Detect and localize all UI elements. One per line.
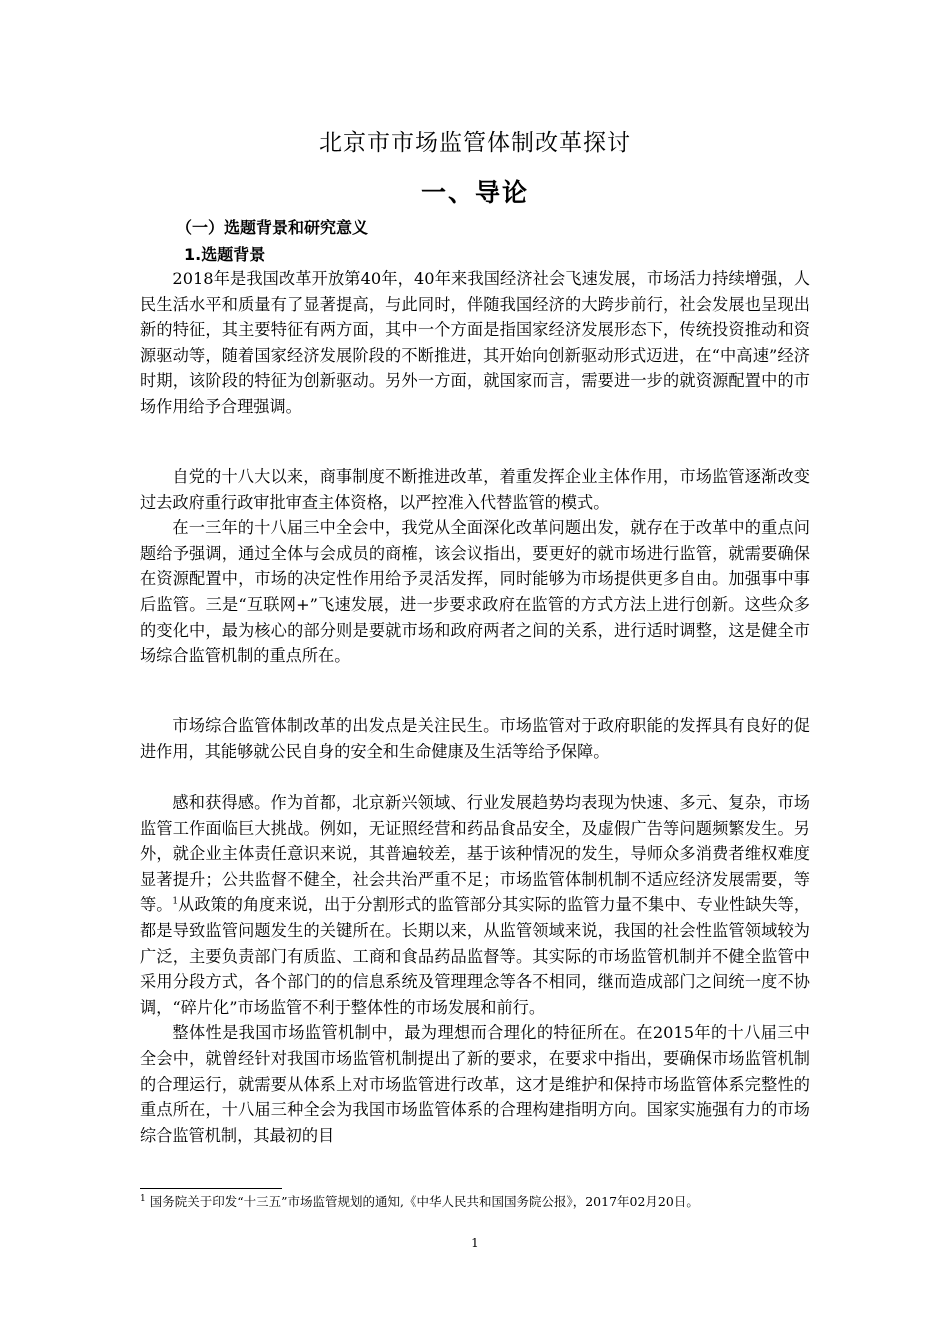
paragraph: 2018年是我国改革开放第40年，40年来我国经济社会飞速发展，市场活力持续增强，人民生活水平和质量有了显著提高，与此同时，伴随我国经济的大跨步前行，社会发展也呈现出新的特征，其主要特征有两方面，其中一个方面是指国家经济发展形态下，传统投资推动和资源驱动等，随着国家经济发展阶段的不断推进，其开始向创新驱动形式迈进，在“中高速”经济时期，该阶段的特征为创新驱动。另外一方面，就国家而言，需要进一步的就资源配置中的市场作用给予合理强调。 — [140, 269, 810, 416]
paragraph-text: 感和获得感。作为首都，北京新兴领域、行业发展趋势均表现为快速、多元、复杂，市场监管工作面临巨大挑战。例如，无证照经营和药品食品安全，及虚假广告等问题频繁发生。另外，就企业主体责任意识来说，其普遍较差，基于该种情况的发生，导师众多消费者维权难度显著提升；公共监督不健全，社会共治严重不足；市场监管体制机制不适应经济发展需要，等等。 — [140, 793, 810, 915]
footnote-divider — [140, 1188, 282, 1189]
paragraph: 整体性是我国市场监管机制中，最为理想而合理化的特征所在。在2015年的十八届三中全会中，就曾经针对我国市场监管机制提出了新的要求，在要求中指出，要确保市场监管机制的合理运行，就需要从体系上对市场监管进行改革，这才是维护和保持市场监管体系完整性的重点所在，十八届三种全会为我国市场监管体系的合理构建指明方向。国家实施强有力的市场综合监管机制，其最初的目 — [140, 1023, 810, 1145]
body-block-3 — [140, 713, 810, 764]
paragraph — [140, 790, 810, 1020]
document-title: 北京市市场监管体制改革探讨 — [319, 130, 631, 156]
body-block-2 — [140, 464, 810, 669]
body-block-1 — [140, 266, 810, 420]
paragraph-text: 从政策的角度来说，出于分割形式的监管部分其实际的监管力量不集中、专业性缺失等，都是导致监管问题发生的关键所在。长期以来，从监管领域来说，我国的社会性监管领域较为广泛，主要负责部门有质监、工商和食品药品监督等。其实际的市场监管机制并不健全监管中采用分段方式，各个部门的的信息系统及管理理念等各不相同，继而造成部门之间统一度不协调，“碎片化”市场监管不利于整体性的市场发展和前行。 — [140, 895, 811, 1017]
subsection-heading: 1.选题背景 — [184, 245, 266, 264]
footnote-reference[interactable]: 1 — [172, 896, 179, 907]
paragraph: 自党的十八大以来，商事制度不断推进改革，着重发挥企业主体作用，市场监管逐渐改变过去政府重行政审批审查主体资格，以严控准入代替监管的模式。 — [140, 467, 810, 512]
section-heading: （一）选题背景和研究意义 — [176, 218, 369, 237]
chapter-heading: 一、导论 — [420, 178, 529, 207]
page-number: 1 — [471, 1236, 479, 1250]
paragraph: 市场综合监管体制改革的出发点是关注民生。市场监管对于政府职能的发挥具有良好的促进作用，其能够就公民自身的安全和生命健康及生活等给予保障。 — [140, 716, 810, 761]
paragraph: 在一三年的十八届三中全会中，我党从全面深化改革问题出发，就存在于改革中的重点问题给予强调，通过全体与会成员的商榷，该会议指出，要更好的就市场进行监管，就需要确保在资源配置中，市场的决定性作用给予灵活发挥，同时能够为市场提供更多自由。加强事中事后监管。三是“互联网+”飞速发展，进一步要求政府在监管的方式方法上进行创新。这些众多的变化中，最为核心的部分则是要就市场和政府两者之间的关系，进行适时调整，这是健全市场综合监管机制的重点所在。 — [140, 518, 810, 666]
footnote-text: 国务院关于印发“十三五”市场监管规划的通知,《中华人民共和国国务院公报》，2017年02月20日。 — [145, 1194, 699, 1209]
body-block-4 — [140, 790, 810, 1148]
footnote-mark: 1 — [140, 1193, 146, 1204]
footnote — [140, 1193, 810, 1211]
